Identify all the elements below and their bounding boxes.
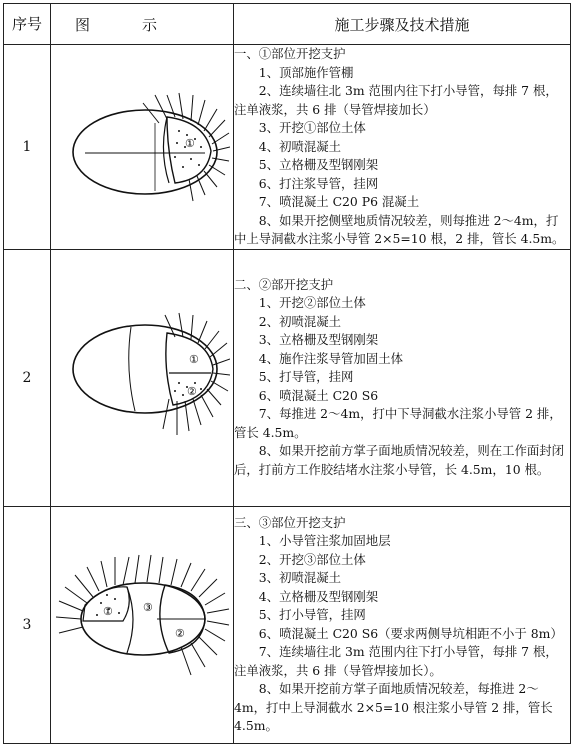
- tunnel-diagram-step3: [53, 545, 231, 705]
- table-row: [4, 506, 571, 743]
- figure-cell: [51, 249, 234, 506]
- step-heading: 三、③部位开挖支护: [234, 514, 346, 530]
- tunnel-diagram-step2: [55, 303, 230, 453]
- step-heading: 一、①部位开挖支护: [234, 46, 346, 61]
- table-row: [4, 249, 571, 506]
- step-line: 4、施作注浆导管加固土体: [258, 350, 403, 366]
- steps-cell: [234, 249, 571, 506]
- step-line: 1、开挖②部位土体: [258, 295, 366, 311]
- step-line: 8、如果开挖前方掌子面地质情况较差，每推进 2～4m，打中上导洞截水 2×5=10 根注浆小导管 2 排，管长 4.5m。: [234, 681, 553, 733]
- region-1-label: ①: [184, 136, 195, 150]
- step-line: 2、连续墙往北 3m 范围内往下打小导管，每排 7 根，注单液浆，共 6 排（导管焊接加长）: [234, 83, 558, 117]
- tunnel-diagram-step1: [55, 87, 230, 207]
- figure-cell: [51, 506, 234, 743]
- table-row: [4, 45, 571, 250]
- step-line: 1、顶部施作管棚: [258, 64, 354, 80]
- region-1-label: ①: [103, 604, 113, 618]
- header-figure: 图示: [51, 4, 234, 45]
- step-line: 5、立格栅及型钢刚架: [258, 157, 379, 172]
- step-line: 8、如果开挖前方掌子面地质情况较差，则在工作面封闭后，打前方工作胶结堵水注浆小导管，长 4.5m，10 根。: [234, 443, 565, 477]
- step-line: 8、如果开挖侧壁地质情况较差，则每推进 2～4m，打中上导洞截水注浆小导管 2×5=10 根，2 排，管长 4.5m。: [234, 212, 565, 246]
- header-seq: 序号: [4, 4, 51, 45]
- header-steps: 施工步骤及技术措施: [234, 4, 571, 45]
- steps-cell: [234, 45, 571, 250]
- step-line: 6、喷混凝土 C20 S6（要求两侧导坑相距不小于 8m）: [258, 625, 563, 641]
- step-line: 1、小导管注浆加固地层: [258, 533, 391, 548]
- region-2-label: ②: [186, 384, 197, 398]
- row-number: 3: [4, 506, 51, 743]
- step-line: 6、喷混凝土 C20 S6: [258, 387, 379, 403]
- step-line: 7、喷混凝土 C20 P6 混凝土: [258, 194, 420, 209]
- region-3-label: ③: [143, 600, 153, 614]
- construction-steps-table: [3, 3, 571, 744]
- steps-cell: [234, 506, 571, 743]
- step-line: 5、打导管，挂网: [258, 369, 354, 385]
- row-number: 2: [4, 249, 51, 506]
- step-line: 3、立格栅及型钢刚架: [258, 332, 379, 348]
- step-line: 5、打小导管，挂网: [258, 607, 366, 622]
- step-line: 4、初喷混凝土: [258, 138, 342, 154]
- figure-cell: [51, 45, 234, 250]
- step-line: 2、初喷混凝土: [258, 313, 342, 329]
- step-line: 7、每推进 2～4m，打中下导洞截水注浆小导管 2 排，管长 4.5m。: [234, 406, 562, 440]
- step-line: 4、立格栅及型钢刚架: [258, 588, 379, 604]
- step-line: 6、打注浆导管，挂网: [258, 175, 379, 191]
- region-2-label: ②: [175, 626, 185, 640]
- step-heading: 二、②部开挖支护: [234, 276, 334, 292]
- header-row: [4, 4, 571, 45]
- step-line: 3、初喷混凝土: [258, 570, 342, 585]
- row-number: 1: [4, 45, 51, 250]
- step-line: 2、开挖③部位土体: [258, 551, 366, 567]
- step-line: 7、连续墙往北 3m 范围内往下打小导管，每排 7 根，注单液浆，共 6 排（导管焊接加长）。: [234, 644, 558, 678]
- region-1-label: ①: [188, 352, 199, 366]
- step-line: 3、开挖①部位土体: [258, 120, 366, 135]
